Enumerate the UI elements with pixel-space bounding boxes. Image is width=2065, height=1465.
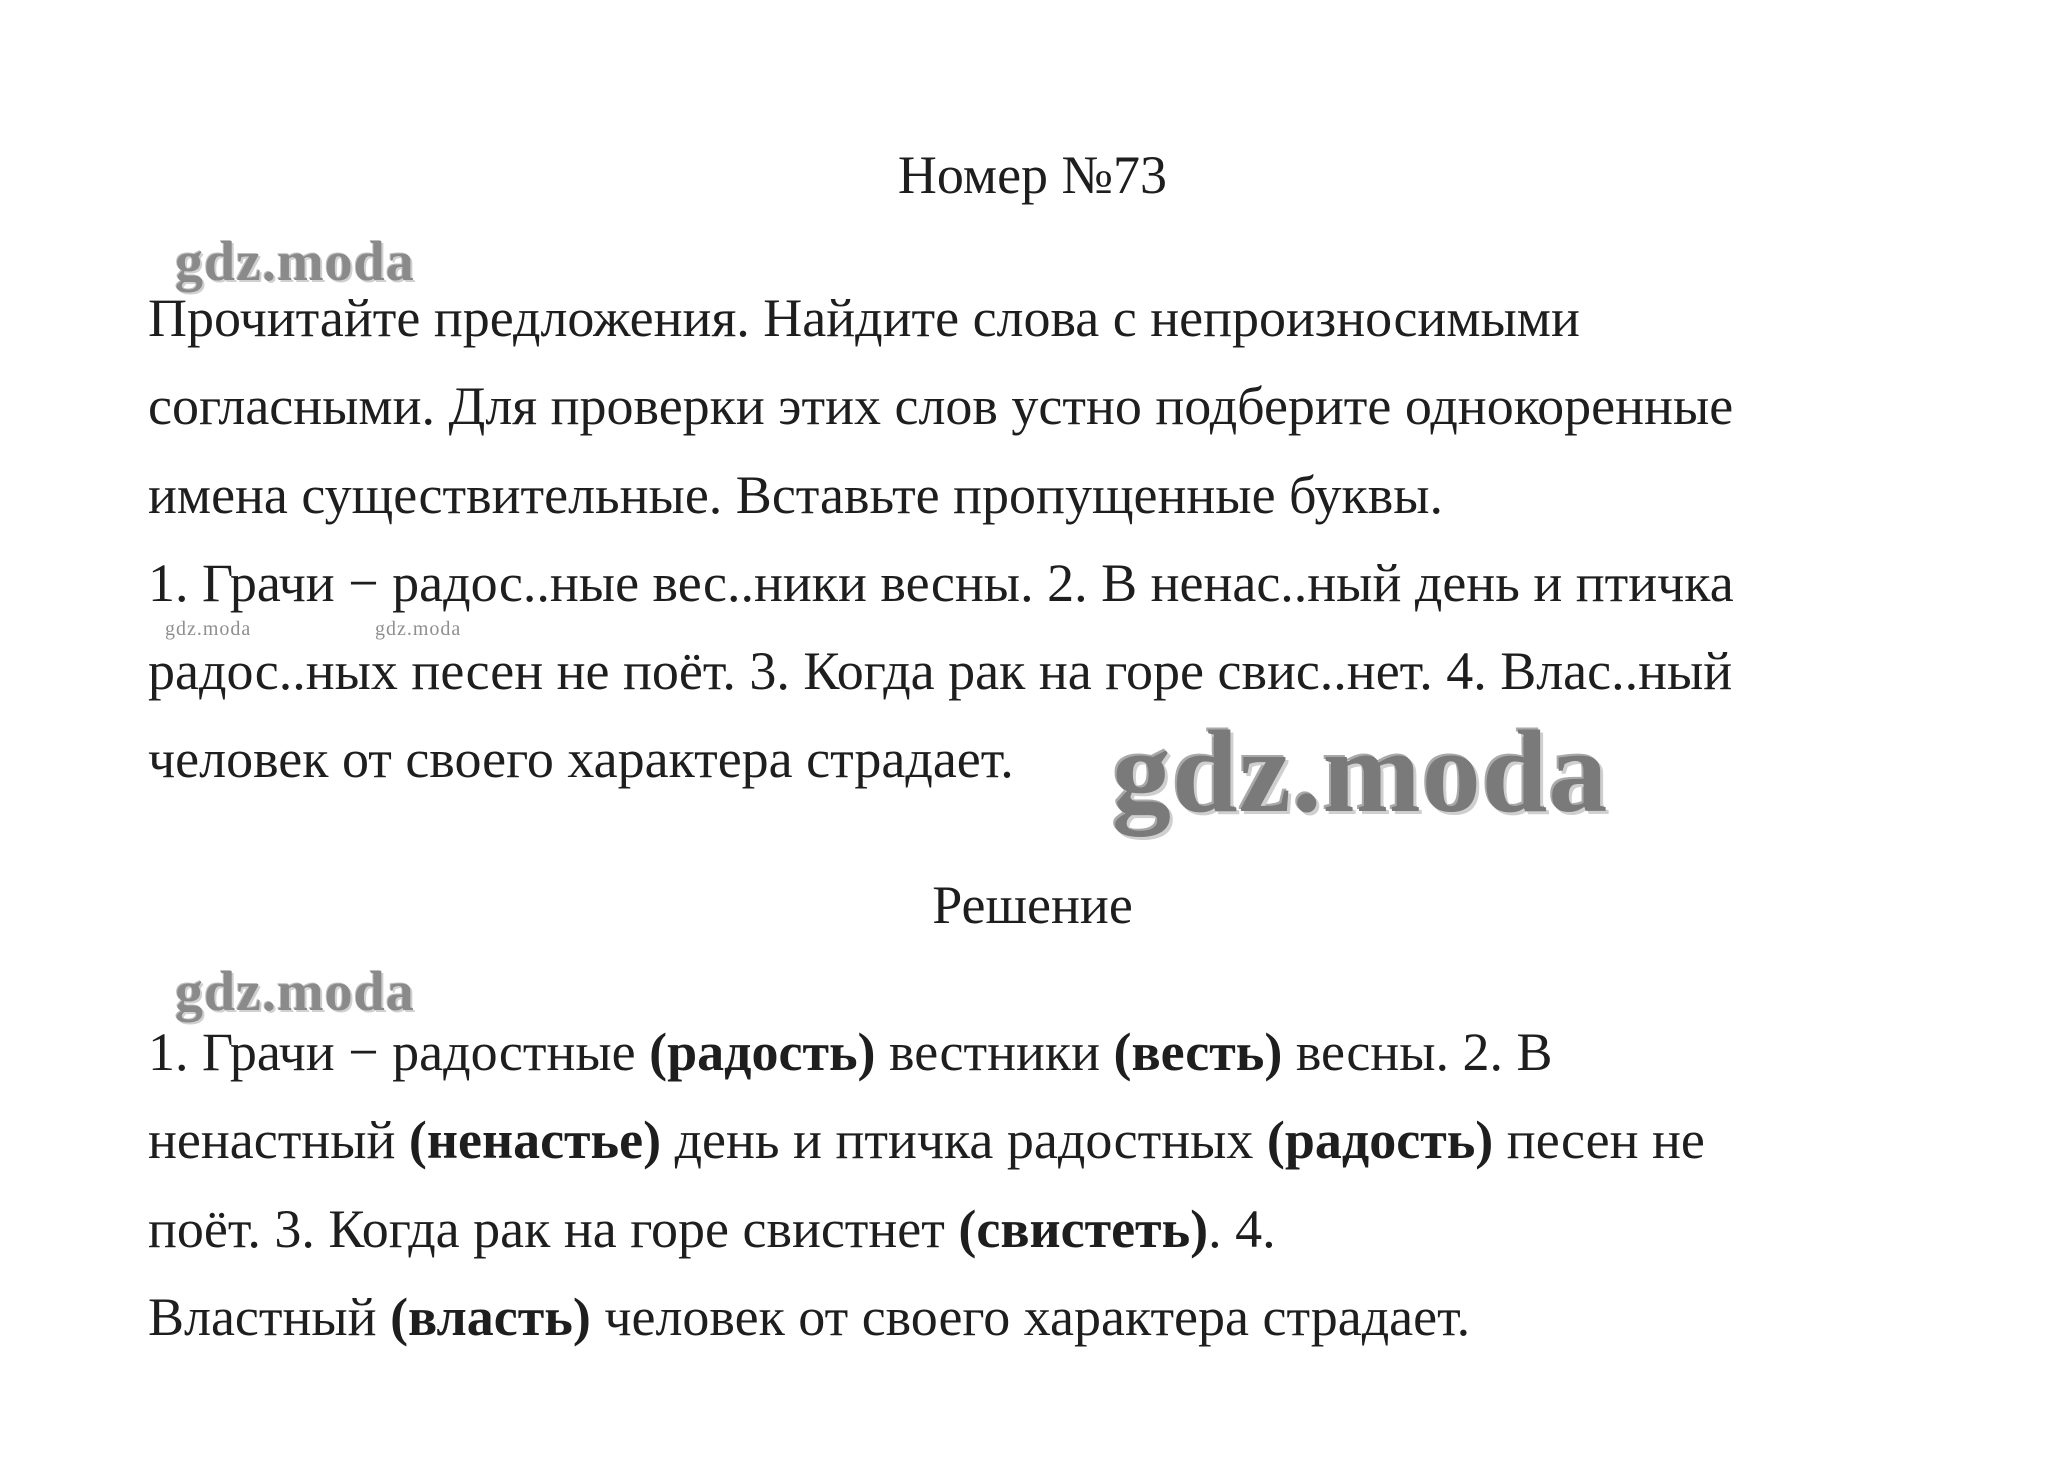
watermark-logo: gdz.moda	[1112, 706, 1609, 837]
solution-text: человек от своего характера страдает.	[590, 1287, 1471, 1347]
solution-text: день и птичка радостных	[661, 1110, 1267, 1170]
watermark-logo: gdz.moda	[175, 231, 415, 293]
solution-text: Властный	[148, 1287, 391, 1347]
solution-line	[148, 1199, 1276, 1259]
check-word: (весть)	[1113, 1022, 1283, 1082]
solution-text: ненастный	[148, 1110, 409, 1170]
solution-text: вестники	[875, 1022, 1114, 1082]
task-text-line: радос..ных песен не поёт. 3. Когда рак на горе свис..нет. 4. Влас..ный	[148, 641, 1733, 701]
check-word: (свистеть)	[958, 1199, 1209, 1259]
watermark-logo: gdz.moda	[175, 961, 415, 1023]
solution-line	[148, 1287, 1470, 1347]
solution-text: . 4.	[1208, 1199, 1276, 1259]
check-word: (ненастье)	[408, 1110, 662, 1170]
solution-text: песен не	[1493, 1110, 1705, 1170]
solution-title: Решение	[932, 875, 1133, 935]
task-text-line: Прочитайте предложения. Найдите слова с непроизносимыми	[148, 288, 1580, 348]
task-title: Номер №73	[897, 145, 1168, 205]
solution-text: поёт. 3. Когда рак на горе свистнет	[148, 1199, 959, 1259]
solution-line	[148, 1022, 1553, 1082]
watermark-logo: gdz.moda	[375, 618, 462, 640]
check-word: (радость)	[1266, 1110, 1494, 1170]
task-text-line: человек от своего характера страдает.	[148, 729, 1014, 789]
task-text-line: 1. Грачи − радос..ные вес..ники весны. 2. В ненас..ный день и птичка	[148, 553, 1734, 613]
check-word: (власть)	[390, 1287, 591, 1347]
solution-line	[148, 1110, 1705, 1170]
solution-text: 1. Грачи − радостные	[148, 1022, 650, 1082]
watermark-logo: gdz.moda	[165, 618, 252, 640]
task-text-line: имена существительные. Вставьте пропущенные буквы.	[148, 465, 1443, 525]
task-text-line: согласными. Для проверки этих слов устно подберите однокоренные	[148, 376, 1734, 436]
check-word: (радость)	[649, 1022, 876, 1082]
solution-text: весны. 2. В	[1282, 1022, 1553, 1082]
